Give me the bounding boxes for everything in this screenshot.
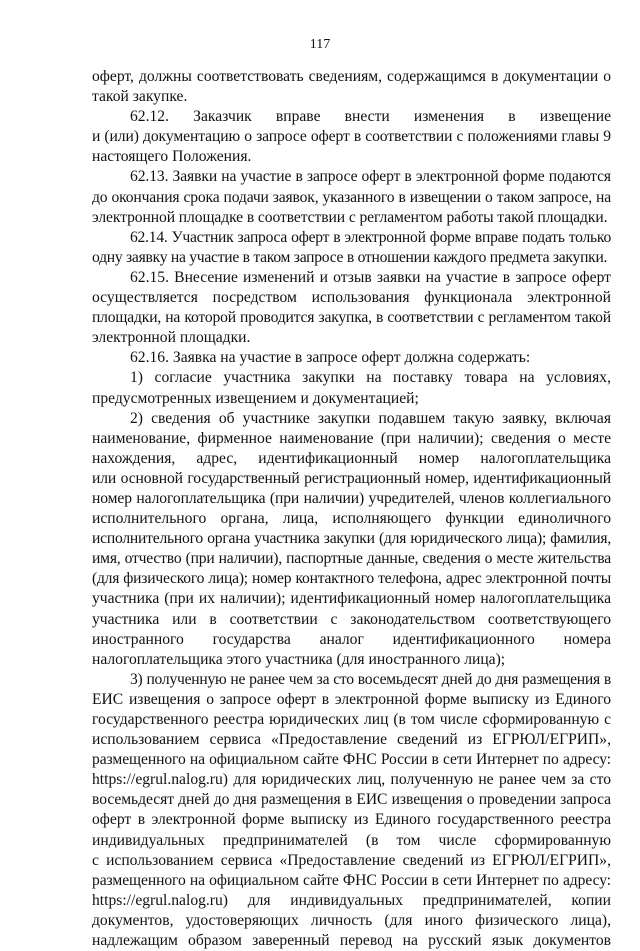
text-line: 1) согласие участника закупки на поставку товара на условиях, (130, 369, 611, 387)
text-line: ЕИС извещения о запросе оферт в электронной форме выписку из Единого (92, 690, 611, 708)
text-line: осуществляется посредством использования функционала электронной (92, 289, 611, 307)
text-line: государственного реестра юридических лиц (в том числе сформированную с (92, 711, 611, 728)
text-line: документов, удостоверяющих личность (для иного физического лица), (92, 911, 611, 929)
text-line: электронной площадке в соответствии с регламентом работы такой площадки. (92, 208, 608, 226)
text-line: до окончания срока подачи заявок, указанного в извещении о таком запросе, на (92, 188, 611, 206)
text-line: наименование, фирменное наименование (при наличии); сведения о месте (92, 429, 611, 447)
text-line: предусмотренных извещением и документацией; (92, 389, 419, 407)
text-line: и (или) документацию о запросе оферт в соответствии с положениями главы 9 (92, 128, 611, 146)
text-line: индивидуальных предпринимателей (в том числе сформированную (92, 831, 611, 849)
text-line: 62.14. Участник запроса оферт в электронной форме вправе подать только (130, 228, 611, 246)
text-line: площадки, на которой проводится закупка, в соответствии с регламентом такой (92, 309, 611, 327)
text-line: 62.12. Заказчик вправе внести изменения в извещение (130, 108, 611, 126)
text-line: номер налогоплательщика (при наличии) учредителей, членов коллегиального (92, 489, 611, 507)
text-line: налогоплательщика этого участника (для иностранного лица); (92, 650, 506, 668)
text-line: иностранного государства аналог идентификационного номера (92, 630, 611, 648)
text-line: 62.16. Заявка на участие в запросе оферт должна содержать: (130, 349, 531, 367)
text-line: 2) сведения об участнике закупки подавшем такую заявку, включая (130, 409, 611, 427)
text-line: https://egrul.nalog.ru) для индивидуальных предпринимателей, копии (92, 891, 611, 909)
text-line: оферт, должны соответствовать сведениям, содержащимся в документации о (92, 68, 611, 85)
text-line: https://egrul.nalog.ru) для юридических лиц, полученную не ранее чем за сто (92, 771, 611, 789)
text-line: исполнительного органа, лица, исполняющего функции единоличного (92, 510, 611, 528)
text-line: 3) полученную не ранее чем за сто восемьдесят дней до дня размещения в (130, 670, 611, 688)
text-line: нахождения, адрес, идентификационный номер налогоплательщика (92, 449, 611, 467)
text-line: надлежащим образом заверенный перевод на русский язык документов (92, 932, 611, 950)
text-line: использованием сервиса «Предоставление сведений из ЕГРЮЛ/ЕГРИП», (92, 731, 611, 749)
page-number: 117 (309, 37, 331, 52)
text-line: восемьдесят дней до дня размещения в ЕИС извещения о проведении запроса (92, 791, 611, 809)
text-line: с использованием сервиса «Предоставление сведений из ЕГРЮЛ/ЕГРИП», (92, 851, 611, 869)
text-line: настоящего Положения. (92, 148, 252, 166)
text-line: (для физического лица); номер контактного телефона, адрес электронной почты (92, 570, 611, 588)
text-line: участника (при их наличии); идентификационный номер налогоплательщика (92, 590, 611, 608)
text-line: оферт в электронной форме выписку из Единого государственного реестра (92, 811, 611, 829)
text-line: 62.13. Заявки на участие в запросе оферт в электронной форме подаются (130, 168, 611, 186)
text-line: электронной площадки. (92, 329, 251, 347)
text-line: исполнительного органа участника закупки (для юридического лица); фамилия, (92, 530, 611, 548)
text-line: размещенного на официальном сайте ФНС России в сети Интернет по адресу: (92, 751, 611, 769)
text-line: имя, отчество (при наличии), паспортные данные, сведения о месте жительства (92, 550, 611, 568)
text-line: 62.15. Внесение изменений и отзыв заявки на участие в запросе оферт (130, 268, 611, 286)
text-line: или основной государственный регистрационный номер, идентификационный (92, 469, 611, 487)
document-body (92, 67, 611, 951)
text-line: одну заявку на участие в таком запросе в отношении каждого предмета закупки. (92, 248, 608, 266)
text-line: размещенного на официальном сайте ФНС России в сети Интернет по адресу: (92, 871, 611, 889)
text-line: участника или в соответствии с законодательством соответствующего (92, 610, 611, 628)
text-line: такой закупке. (92, 88, 188, 106)
